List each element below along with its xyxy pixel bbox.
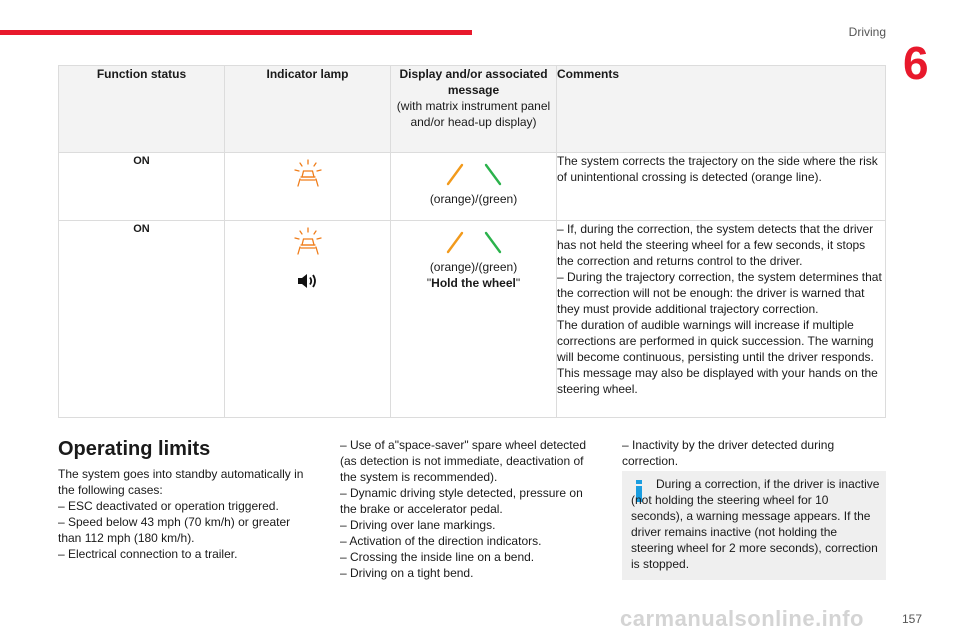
header-accent-bar: [0, 30, 472, 35]
operating-limits-column-1: [58, 437, 308, 562]
operating-limits-column-2: [340, 437, 598, 581]
lane-assist-warning-icon: [293, 227, 323, 259]
comment-line: – During the trajectory correction, the system determines that the correction will not be enough: the driver is warned that they must provide additional trajectory correction.: [557, 270, 882, 316]
header-indicator-lamp: Indicator lamp: [225, 66, 391, 153]
operating-limits-title: Operating limits: [58, 438, 211, 460]
lane-assist-warning-icon: [293, 159, 323, 191]
comment-line: – If, during the correction, the system detects that the driver has not held the steering wheel for a few seconds, it stops the correction and returns control to the driver.: [557, 222, 874, 268]
function-status-table: [58, 65, 886, 418]
list-item: – Use of a"space-saver" spare wheel detected (as detection is not immediate, deactivation of the system is recommended).: [340, 438, 586, 484]
info-box: [622, 471, 886, 580]
row-status: ON: [59, 153, 225, 221]
operating-limits-column-3: [622, 437, 886, 469]
list-item: – ESC deactivated or operation triggered.: [58, 499, 279, 513]
list-item: – Crossing the inside line on a bend.: [340, 550, 535, 564]
comment-line: The duration of audible warnings will increase if multiple corrections are performed in quick succession. The warning will become continuous, persisting until the driver responds.: [557, 318, 874, 364]
section-title: Driving: [848, 25, 886, 39]
table-row: [59, 221, 886, 418]
header-comments: Comments: [557, 66, 886, 153]
lane-lines-icon: [443, 161, 505, 191]
list-item: – Electrical connection to a trailer.: [58, 547, 238, 561]
page-number: 157: [901, 612, 922, 626]
hold-the-wheel-message: Hold the wheel: [431, 276, 516, 290]
chapter-number: 6: [903, 37, 929, 89]
list-item: – Dynamic driving style detected, pressure on the brake or accelerator pedal.: [340, 486, 583, 516]
lane-lines-icon: [443, 229, 505, 259]
header-display-message: [391, 66, 557, 153]
comment-line: This message may also be displayed with your hands on the steering wheel.: [557, 366, 878, 396]
table-header-row: [59, 66, 886, 153]
row-indicator: [225, 153, 391, 221]
list-item: – Driving on a tight bend.: [340, 566, 474, 580]
list-item: – Speed below 43 mph (70 km/h) or greater than 112 mph (180 km/h).: [58, 515, 291, 545]
display-message: "Hold the wheel": [426, 276, 521, 290]
list-item: – Activation of the direction indicators.: [340, 534, 542, 548]
audible-warning-speaker-icon: [296, 271, 320, 295]
row-indicator: [225, 221, 391, 418]
row-comment: The system corrects the trajectory on the side where the risk of unintentional crossing is detected (orange line).: [557, 153, 886, 221]
header-display-title: Display and/or associated message: [399, 67, 548, 97]
list-item: – Driving over lane markings.: [340, 518, 496, 532]
display-caption: (orange)/(green): [429, 192, 518, 206]
header-function-status: Function status: [59, 66, 225, 153]
header-display-sub: (with matrix instrument panel and/or head-up display): [396, 99, 551, 129]
row-status: ON: [59, 221, 225, 418]
table-row: [59, 153, 886, 221]
display-caption: (orange)/(green): [429, 260, 518, 274]
operating-limits-intro: The system goes into standby automatically in the following cases:: [58, 467, 304, 497]
info-box-text: During a correction, if the driver is inactive (not holding the steering wheel for 10 seconds), a warning message appears. If the driver remains inactive (not holding the steering wheel for 2 more seconds), correction is stopped.: [631, 477, 880, 571]
watermark: carmanualsonline.info: [620, 606, 864, 631]
row-display: [391, 153, 557, 221]
list-item: – Inactivity by the driver detected during correction.: [622, 438, 835, 468]
row-comment: [557, 221, 886, 418]
row-display: [391, 221, 557, 418]
